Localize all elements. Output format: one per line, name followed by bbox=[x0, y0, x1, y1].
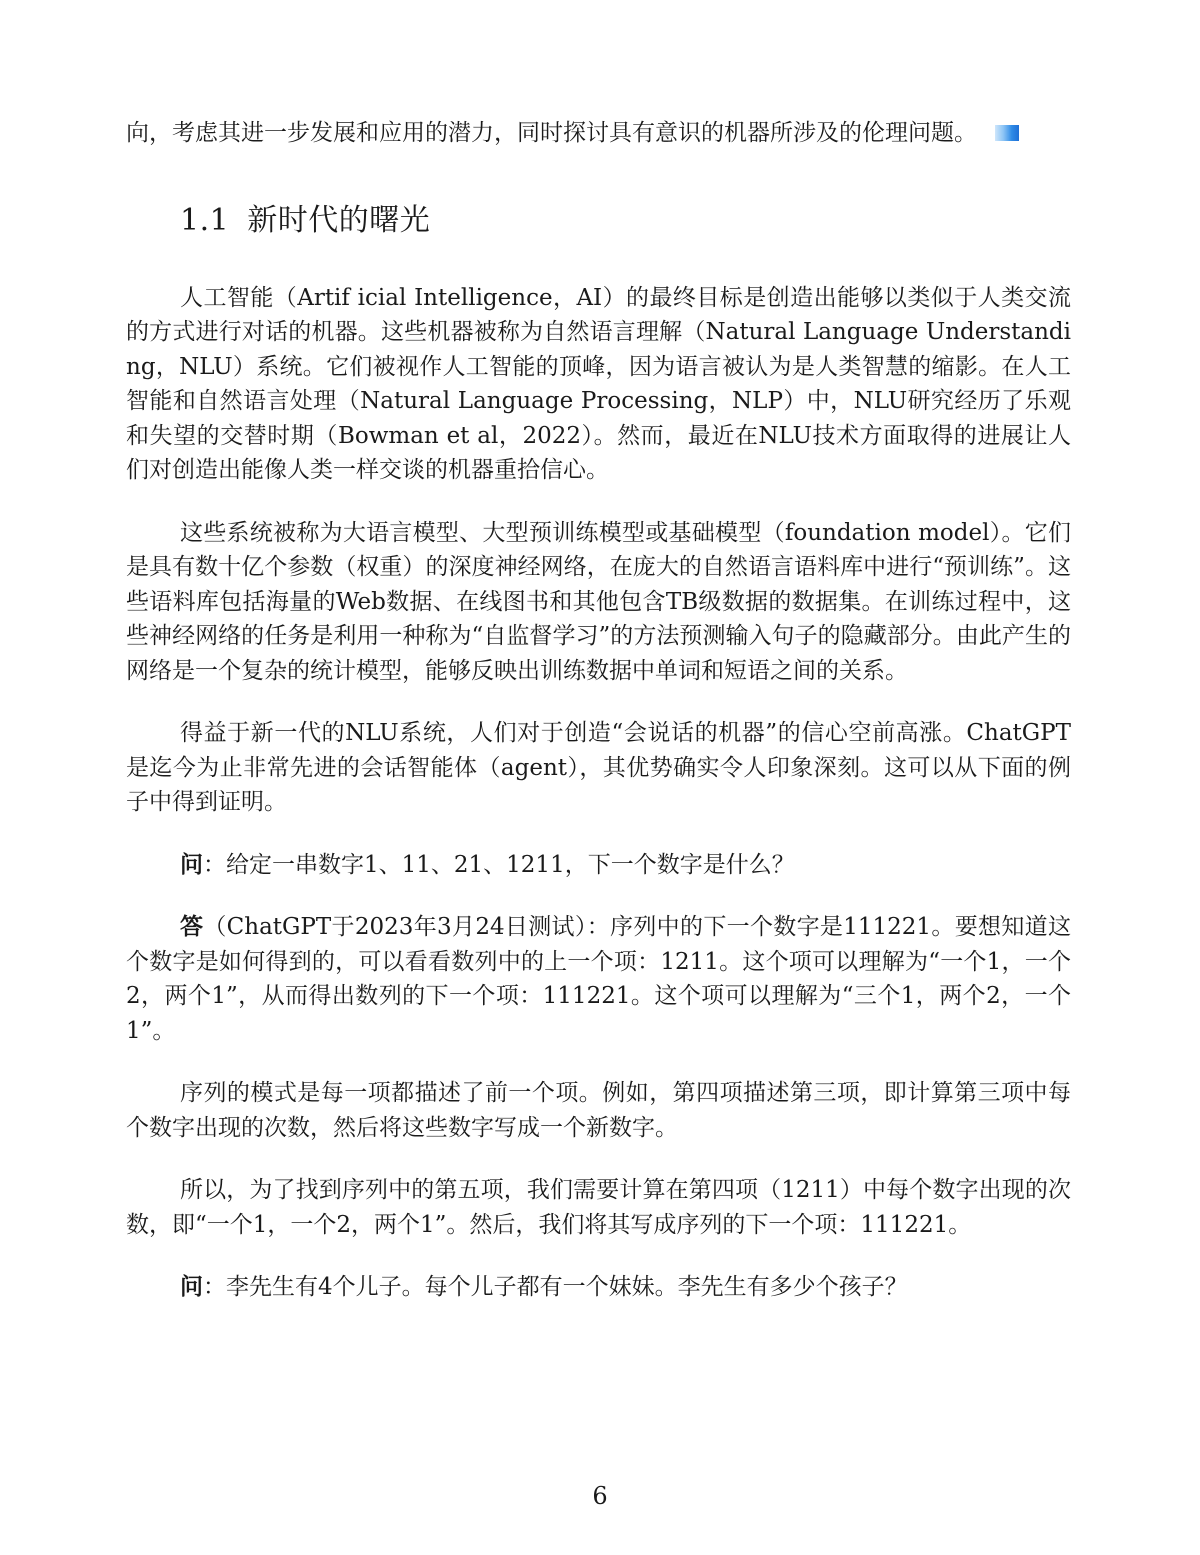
page-number: 6 bbox=[592, 1482, 608, 1510]
body-paragraph-chatgpt: 得益于新一代的NLU系统，人们对于创造“会说话的机器”的信心空前高涨。ChatGPT是迄今为止非常先进的会话智能体（agent），其优势确实令人印象深刻。这可以从下面的例子中得到证明。 bbox=[126, 720, 1071, 815]
question-2-label: 问 bbox=[180, 1273, 203, 1300]
question-1-label: 问 bbox=[180, 850, 203, 878]
continuation-text: 向，考虑其进一步发展和应用的潜力，同时探讨具有意识的机器所涉及的伦理问题。 bbox=[126, 120, 977, 146]
question-2 bbox=[126, 1270, 1071, 1305]
question-1 bbox=[126, 848, 1071, 883]
blue-gradient-block-icon bbox=[995, 125, 1019, 141]
question-2-text: ：李先生有4个儿子。每个儿子都有一个妹妹。李先生有多少个孩子？ bbox=[203, 1274, 908, 1300]
section-number: 1.1 bbox=[180, 202, 230, 238]
question-1-text: ：给定一串数字1、11、21、1211，下一个数字是什么？ bbox=[203, 851, 795, 878]
body-paragraph-llm: 这些系统被称为大语言模型、大型预训练模型或基础模型（foundation model）。它们是具有数十亿个参数（权重）的深度神经网络，在庞大的自然语言语料库中进行“预训练”。这些语料库包括海量的Web数据、在线图书和其他包含TB级数据的数据集。在训练过程中，这些神经网络的任务是利用一种称为“自监督学习”的方法预测输入句子的隐藏部分。由此产生的网络是一个复杂的统计模型，能够反映出训练数据中单词和短语之间的关系。 bbox=[126, 519, 1071, 684]
section-title: 新时代的曙光 bbox=[247, 202, 431, 238]
explanation-paragraph-pattern: 序列的模式是每一项都描述了前一个项。例如，第四项描述第三项，即计算第三项中每个数字出现的次数，然后将这些数字写成一个新数字。 bbox=[126, 1080, 1071, 1141]
answer-1 bbox=[126, 910, 1071, 1048]
body-paragraph-ai-goal: 人工智能（Artif icial Intelligence，AI）的最终目标是创造出能够以类似于人类交流的方式进行对话的机器。这些机器被称为自然语言理解（Natural Language Understanding，NLU）系统。它们被视作人工智能的顶峰，因为语言被认为是人类智慧的缩影。在人工智能和自然语言处理（Natural Language Processing，NLP）中，NLU研究经历了乐观和失望的交替时期（Bowman et al，2022）。然而，最近在NLU技术方面取得的进展让人们对创造出能像人类一样交谈的机器重拾信心。 bbox=[126, 284, 1071, 483]
page-content bbox=[126, 116, 1071, 1333]
continuation-paragraph bbox=[126, 116, 1071, 151]
section-heading bbox=[180, 201, 1071, 241]
answer-1-label: 答 bbox=[180, 913, 204, 940]
explanation-paragraph-fifth-term: 所以，为了找到序列中的第五项，我们需要计算在第四项（1211）中每个数字出现的次数，即“一个1，一个2，两个1”。然后，我们将其写成序列的下一个项：111221。 bbox=[126, 1177, 1071, 1238]
answer-1-text: （ChatGPT于2023年3月24日测试）：序列中的下一个数字是111221。要想知道这个数字是如何得到的，可以看看数列中的上一个项：1211。这个项可以理解为“一个1，一个2，两个1”，从而得出数列的下一个项：111221。这个项可以理解为“三个1，两个2，一个1”。 bbox=[126, 914, 1071, 1044]
